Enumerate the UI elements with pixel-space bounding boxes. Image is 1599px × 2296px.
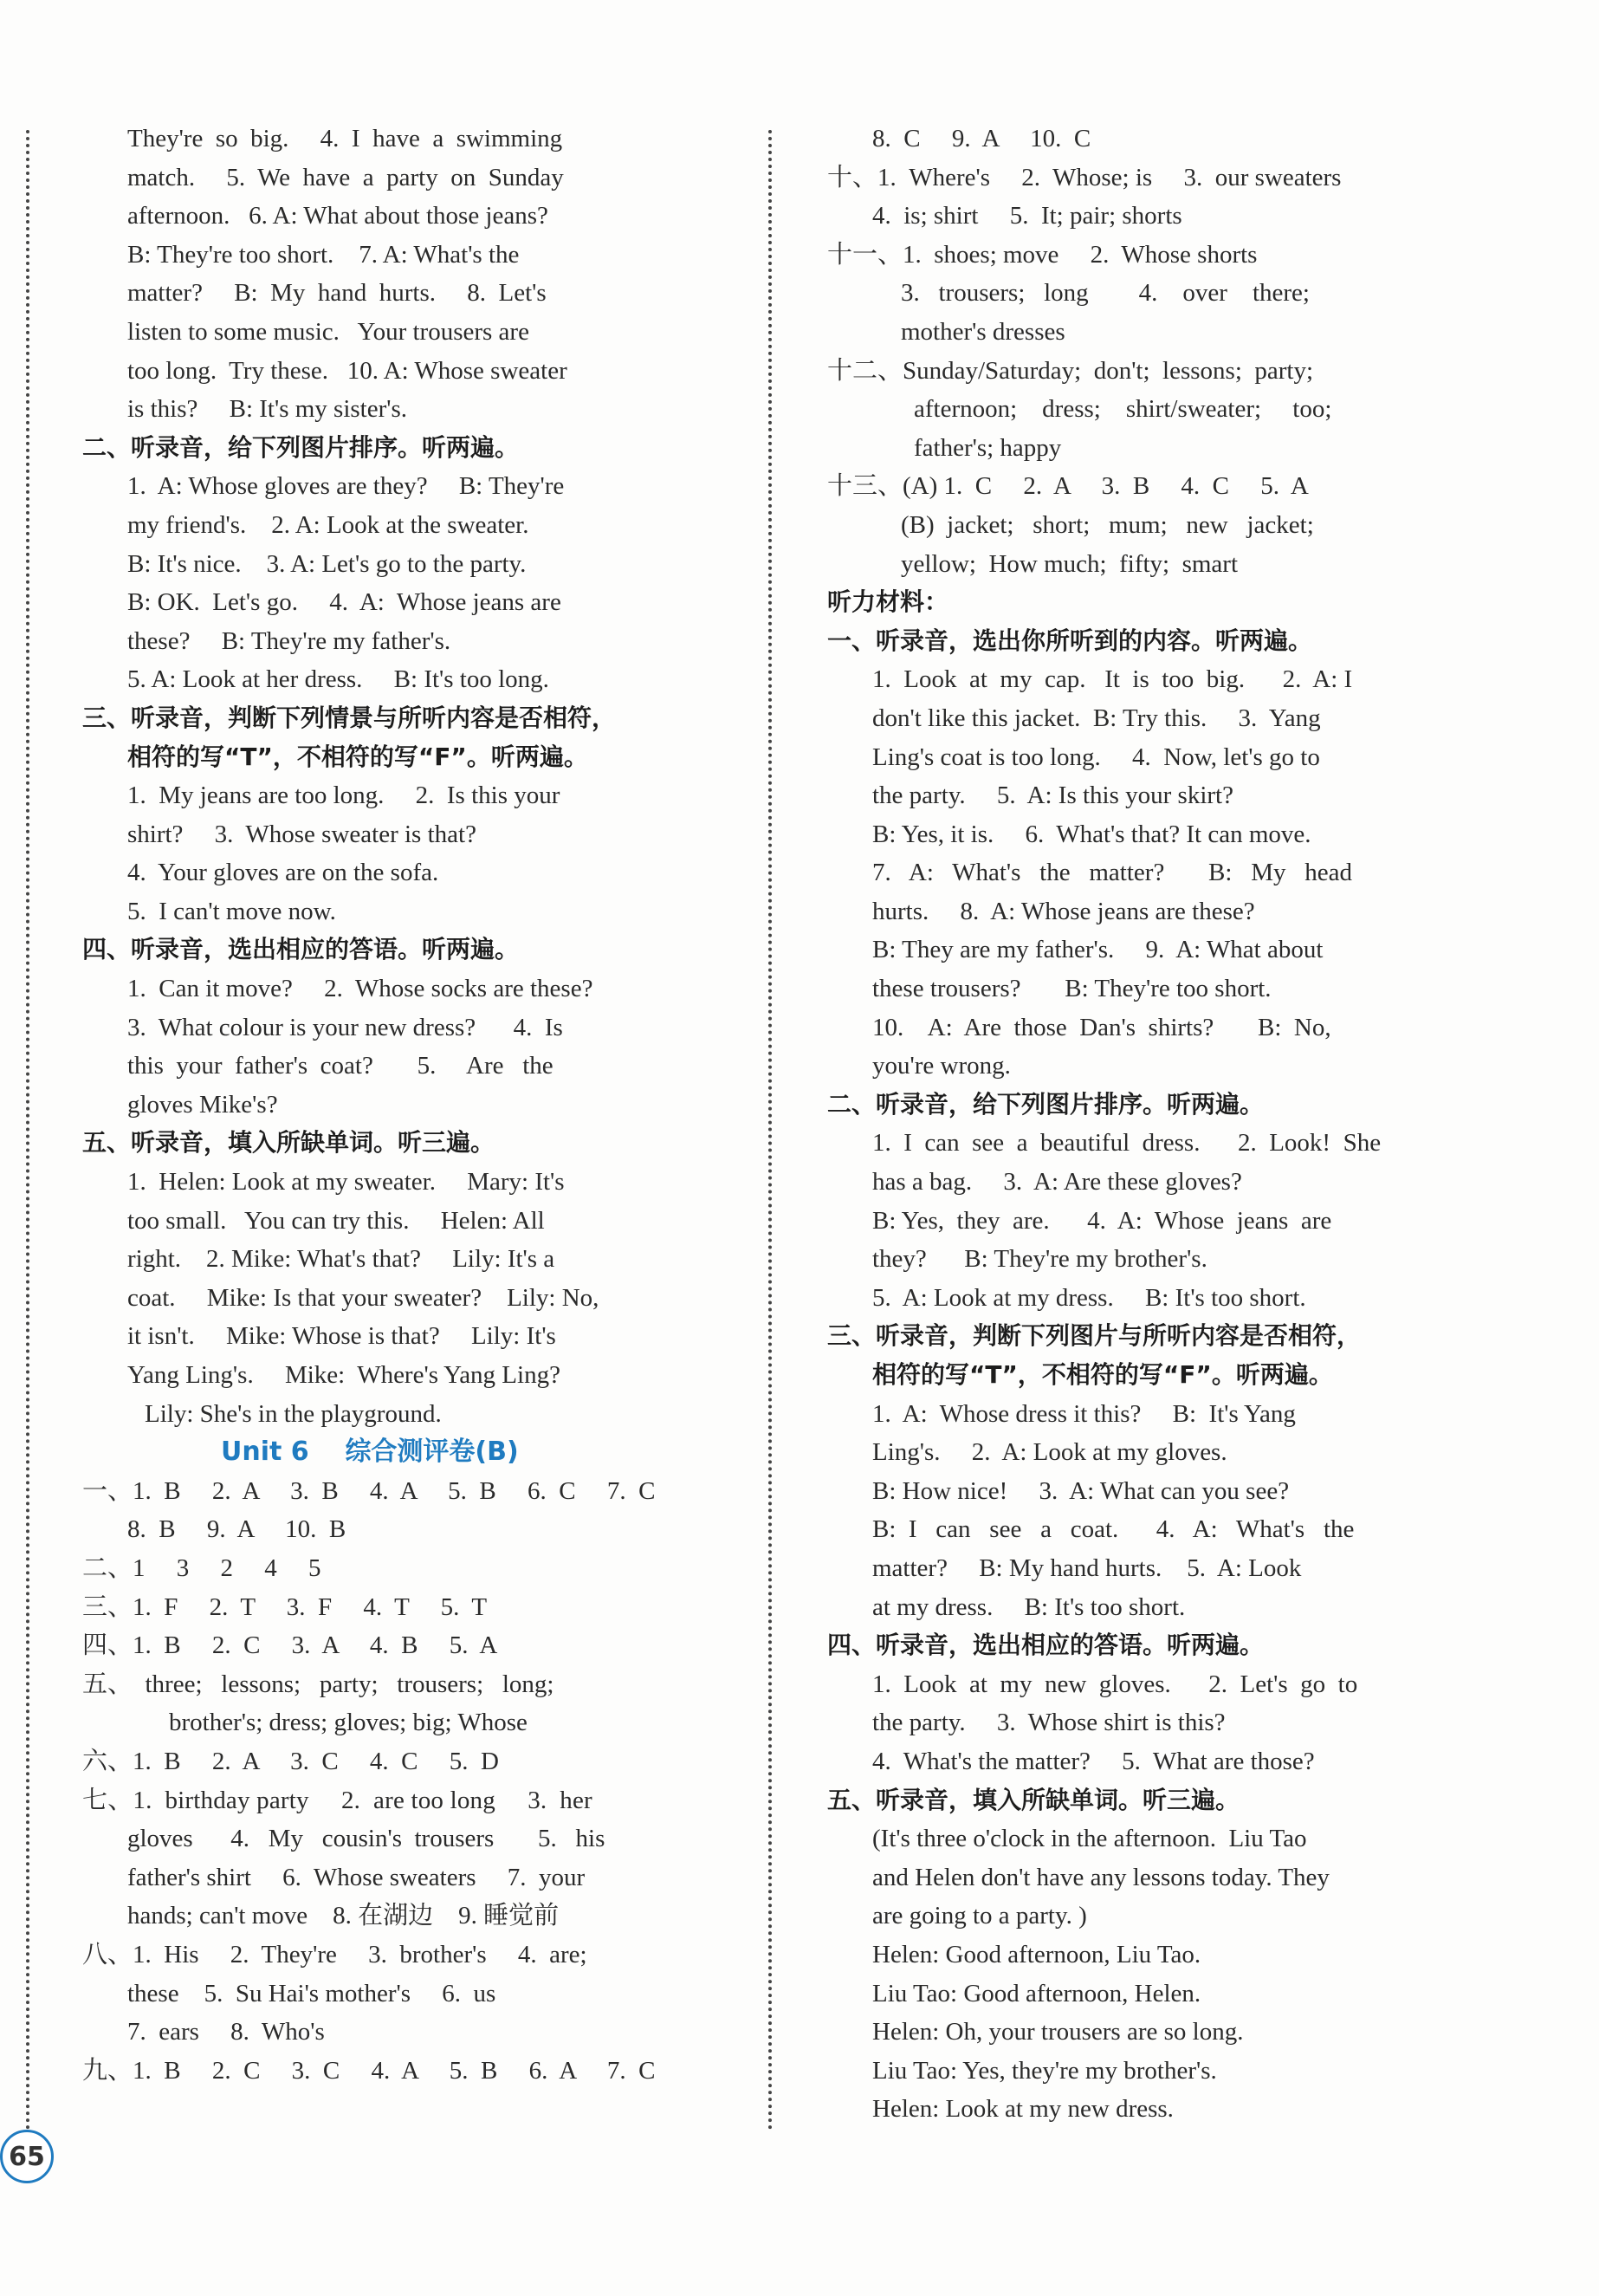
text-line: 7. A: What's the matter? B: My head xyxy=(872,859,1352,887)
text-line: 1. My jeans are too long. 2. Is this your xyxy=(127,782,560,810)
text-line: 十、1. Where's 2. Whose; is 3. our sweaters xyxy=(827,163,1342,191)
text-line: 六、1. B 2. A 3. C 4. C 5. D xyxy=(82,1747,499,1775)
text-line: matter? B: My hand hurts. 8. Let's xyxy=(127,279,547,308)
text-line: B: It's nice. 3. A: Let's go to the party. xyxy=(127,549,527,578)
section-heading: 四、听录音，选出相应的答语。听两遍。 xyxy=(827,1631,1265,1660)
text-line: (It's three o'clock in the afternoon. Liu Tao xyxy=(872,1825,1307,1853)
section-heading: 二、听录音，给下列图片排序。听两遍。 xyxy=(827,1089,1265,1119)
text-line: (B) jacket; short; mum; new jacket; xyxy=(901,510,1314,539)
text-line: 10. A: Are those Dan's shirts? B: No, xyxy=(872,1013,1331,1041)
text-line: listen to some music. Your trousers are xyxy=(127,317,529,346)
text-line: these? B: They're my father's. xyxy=(127,626,451,655)
text-line: 7. ears 8. Who's xyxy=(127,2018,325,2046)
text-line: it isn't. Mike: Whose is that? Lily: It's xyxy=(127,1322,556,1351)
text-line: Yang Ling's. Mike: Where's Yang Ling? xyxy=(127,1361,560,1389)
text-line: 1. Look at my new gloves. 2. Let's go to xyxy=(872,1670,1358,1698)
text-line: Liu Tao: Yes, they're my brother's. xyxy=(872,2056,1217,2085)
text-line: 5. A: Look at her dress. B: It's too long. xyxy=(127,665,549,694)
text-line: B: They are my father's. 9. A: What about xyxy=(872,936,1324,964)
text-line: too long. Try these. 10. A: Whose sweater xyxy=(127,356,567,385)
text-line: brother's; dress; gloves; big; Whose xyxy=(169,1709,528,1737)
text-line: 4. What's the matter? 5. What are those? xyxy=(872,1747,1315,1775)
text-line: B: How nice! 3. A: What can you see? xyxy=(872,1476,1290,1505)
center-divider-dotted-line xyxy=(768,130,772,2131)
text-line: Helen: Look at my new dress. xyxy=(872,2095,1174,2124)
left-margin-dotted-line xyxy=(26,130,29,2131)
text-line: this your father's coat? 5. Are the xyxy=(127,1052,554,1080)
text-line: 一、1. B 2. A 3. B 4. A 5. B 6. C 7. C xyxy=(82,1476,656,1505)
text-line: gloves 4. My cousin's trousers 5. his xyxy=(127,1825,605,1853)
text-line: too small. You can try this. Helen: All xyxy=(127,1206,545,1235)
text-line: father's; happy xyxy=(914,433,1062,462)
text-line: Lily: She's in the playground. xyxy=(145,1399,442,1428)
text-line: 1. I can see a beautiful dress. 2. Look! She xyxy=(872,1129,1382,1158)
section-heading: 五、听录音，填入所缺单词。听三遍。 xyxy=(827,1785,1240,1814)
text-line: you're wrong. xyxy=(872,1052,1011,1080)
text-line: Helen: Good afternoon, Liu Tao. xyxy=(872,1940,1201,1968)
section-heading: 三、听录音，判断下列情景与所听内容是否相符， xyxy=(82,703,617,732)
text-line: they? B: They're my brother's. xyxy=(872,1245,1207,1274)
text-line: Helen: Oh, your trousers are so long. xyxy=(872,2018,1244,2046)
text-line: 4. is; shirt 5. It; pair; shorts xyxy=(872,202,1182,230)
text-line: is this? B: It's my sister's. xyxy=(127,395,408,424)
text-line: Ling's. 2. A: Look at my gloves. xyxy=(872,1438,1227,1467)
text-line: 十二、Sunday/Saturday; don't; lessons; party; xyxy=(827,356,1314,385)
text-line: are going to a party. ) xyxy=(872,1902,1087,1930)
text-line: 二、1 3 2 4 5 xyxy=(82,1553,321,1582)
text-line: 1. Look at my cap. It is too big. 2. A: I xyxy=(872,665,1353,694)
text-line: 1. Helen: Look at my sweater. Mary: It's xyxy=(127,1168,565,1197)
text-line: shirt? 3. Whose sweater is that? xyxy=(127,820,476,848)
text-line: 四、1. B 2. C 3. A 4. B 5. A xyxy=(82,1631,498,1660)
section-heading: 听力材料： xyxy=(827,587,949,617)
text-line: the party. 5. A: Is this your skirt? xyxy=(872,782,1233,810)
text-line: mother's dresses xyxy=(901,317,1065,346)
text-line: don't like this jacket. B: Try this. 3. Yang xyxy=(872,704,1321,732)
text-line: 8. B 9. A 10. B xyxy=(127,1515,346,1544)
section-heading: 二、听录音，给下列图片排序。听两遍。 xyxy=(82,432,520,462)
text-line: 十一、1. shoes; move 2. Whose shorts xyxy=(827,240,1258,269)
page-number-badge: 65 xyxy=(0,2130,54,2183)
section-heading: 五、听录音，填入所缺单词。听三遍。 xyxy=(82,1128,495,1158)
text-line: 五、 three; lessons; party; trousers; long; xyxy=(82,1670,554,1698)
text-line: B: Yes, they are. 4. A: Whose jeans are xyxy=(872,1206,1332,1235)
text-line: hurts. 8. A: Whose jeans are these? xyxy=(872,897,1255,925)
text-line: B: OK. Let's go. 4. A: Whose jeans are xyxy=(127,588,561,617)
text-line: 3. trousers; long 4. over there; xyxy=(901,279,1310,308)
left-column xyxy=(82,120,715,2090)
text-line: afternoon; dress; shirt/sweater; too; xyxy=(914,395,1332,424)
text-line: has a bag. 3. A: Are these gloves? xyxy=(872,1168,1242,1197)
text-line: B: I can see a coat. 4. A: What's the xyxy=(872,1515,1355,1544)
text-line: 三、1. F 2. T 3. F 4. T 5. T xyxy=(82,1592,488,1621)
text-line: 1. Can it move? 2. Whose socks are these? xyxy=(127,975,593,1003)
text-line: hands; can't move 8. 在湖边 9. 睡觉前 xyxy=(127,1902,560,1930)
text-line: 十三、(A) 1. C 2. A 3. B 4. C 5. A xyxy=(827,472,1309,501)
text-line: match. 5. We have a party on Sunday xyxy=(127,163,564,191)
text-line: 5. I can't move now. xyxy=(127,897,336,925)
text-line: 七、1. birthday party 2. are too long 3. her xyxy=(82,1786,592,1814)
text-line: gloves Mike's? xyxy=(127,1090,278,1119)
text-line: 八、1. His 2. They're 3. brother's 4. are; xyxy=(82,1940,587,1968)
section-heading: 一、听录音，选出你所听到的内容。听两遍。 xyxy=(827,626,1313,655)
text-line: at my dress. B: It's too short. xyxy=(872,1592,1186,1621)
unit-title: Unit 6 综合测评卷(B) xyxy=(221,1437,519,1468)
text-line: my friend's. 2. A: Look at the sweater. xyxy=(127,510,529,539)
right-column xyxy=(827,120,1460,2129)
section-heading: 四、听录音，选出相应的答语。听两遍。 xyxy=(82,935,520,964)
text-line: B: They're too short. 7. A: What's the xyxy=(127,240,520,269)
section-heading: 相符的写“T”，不相符的写“F”。听两遍。 xyxy=(127,742,588,771)
text-line: Ling's coat is too long. 4. Now, let's go to xyxy=(872,743,1320,771)
text-line: 4. Your gloves are on the sofa. xyxy=(127,859,439,887)
text-line: 8. C 9. A 10. C xyxy=(872,125,1091,152)
text-line: matter? B: My hand hurts. 5. A: Look xyxy=(872,1553,1302,1582)
text-line: 九、1. B 2. C 3. C 4. A 5. B 6. A 7. C xyxy=(82,2056,656,2085)
text-line: yellow; How much; fifty; smart xyxy=(901,549,1239,578)
text-line: afternoon. 6. A: What about those jeans? xyxy=(127,202,548,230)
text-line: father's shirt 6. Whose sweaters 7. your xyxy=(127,1863,586,1891)
text-line: these 5. Su Hai's mother's 6. us xyxy=(127,1979,496,2007)
text-line: coat. Mike: Is that your sweater? Lily: No, xyxy=(127,1283,599,1312)
section-heading: 相符的写“T”，不相符的写“F”。听两遍。 xyxy=(872,1360,1333,1389)
text-line: right. 2. Mike: What's that? Lily: It's a xyxy=(127,1245,555,1274)
section-heading: 三、听录音，判断下列图片与所听内容是否相符， xyxy=(827,1321,1362,1351)
text-line: and Helen don't have any lessons today. They xyxy=(872,1863,1330,1891)
text-line: 5. A: Look at my dress. B: It's too short. xyxy=(872,1283,1306,1312)
text-line: these trousers? B: They're too short. xyxy=(872,975,1272,1003)
text-line: 1. A: Whose gloves are they? B: They're xyxy=(127,472,565,501)
text-line: Liu Tao: Good afternoon, Helen. xyxy=(872,1979,1201,2007)
text-line: B: Yes, it is. 6. What's that? It can move. xyxy=(872,820,1311,848)
text-line: the party. 3. Whose shirt is this? xyxy=(872,1709,1226,1737)
text-line: They're so big. 4. I have a swimming xyxy=(127,125,563,152)
text-line: 1. A: Whose dress it this? B: It's Yang xyxy=(872,1399,1296,1428)
text-line: 3. What colour is your new dress? 4. Is xyxy=(127,1013,563,1041)
